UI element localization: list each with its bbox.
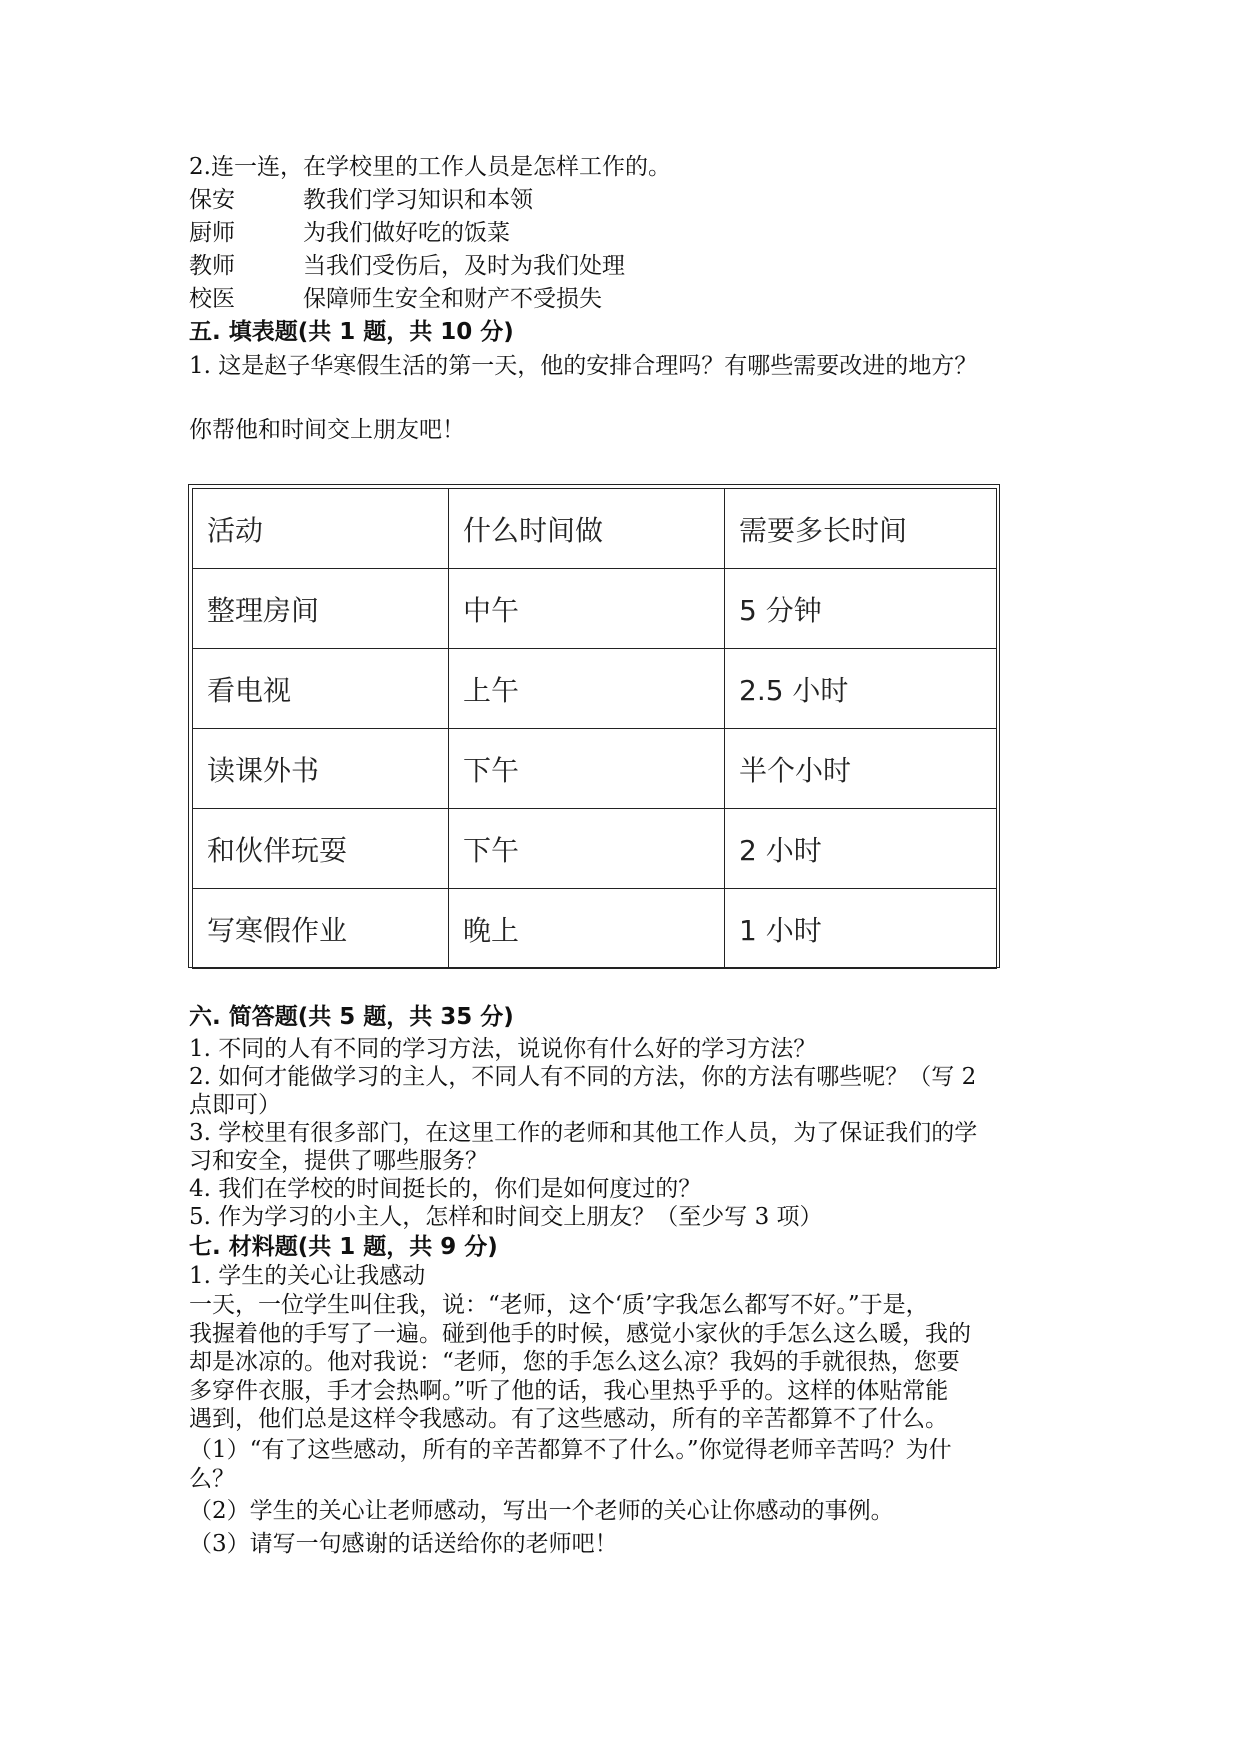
table-cell: 半个小时 (725, 729, 997, 809)
passage-line: 却是冰凉的。他对我说：“老师，您的手怎么这么凉？我妈的手就很热，您要 (189, 1349, 960, 1375)
table-cell: 5 分钟 (725, 569, 997, 649)
section-6-heading: 六. 简答题(共 5 题，共 35 分) (189, 1004, 514, 1030)
matching-left-item: 校医 (189, 286, 235, 312)
matching-left-item: 教师 (189, 253, 235, 279)
matching-right-item: 为我们做好吃的饭菜 (303, 220, 510, 246)
table-cell: 1 小时 (725, 889, 997, 969)
table-header-cell: 活动 (193, 489, 449, 569)
section-6-question-2: 2. 如何才能做学习的主人，不同人有不同的方法，你的方法有哪些呢？（写 2 (189, 1064, 977, 1090)
section-6-question-2-continued: 点即可） (189, 1092, 281, 1118)
question-2-prompt: 2.连一连，在学校里的工作人员是怎样工作的。 (189, 154, 671, 180)
section-5-heading: 五. 填表题(共 1 题，共 10 分) (189, 319, 514, 345)
sub-question-1: （1）“有了这些感动，所有的辛苦都算不了什么。”你觉得老师辛苦吗？为什 (189, 1437, 952, 1463)
table-row (193, 569, 997, 649)
section-6-question-5: 5. 作为学习的小主人，怎样和时间交上朋友？（至少写 3 项） (189, 1204, 823, 1230)
table-cell: 看电视 (193, 649, 449, 729)
material-passage (189, 1291, 1059, 1434)
table-row (193, 649, 997, 729)
matching-left-item: 厨师 (189, 220, 235, 246)
table-cell: 上午 (449, 649, 725, 729)
matching-right-item: 保障师生安全和财产不受损失 (303, 286, 602, 312)
passage-line: 我握着他的手写了一遍。碰到他手的时候，感觉小家伙的手怎么这么暖，我的 (189, 1320, 971, 1347)
section-6-question-1: 1. 不同的人有不同的学习方法，说说你有什么好的学习方法？ (189, 1036, 817, 1062)
passage-line: 多穿件衣服，手才会热啊。”听了他的话，我心里热乎乎的。这样的体贴常能 (189, 1377, 949, 1404)
table-cell: 整理房间 (193, 569, 449, 649)
sub-question-1-continued: 么？ (189, 1466, 235, 1492)
table-cell: 写寒假作业 (193, 889, 449, 969)
section-6-question-3: 3. 学校里有很多部门，在这里工作的老师和其他工作人员，为了保证我们的学 (189, 1120, 978, 1146)
matching-right-item: 当我们受伤后，及时为我们处理 (303, 253, 625, 279)
section-6-question-4: 4. 我们在学校的时间挺长的，你们是如何度过的？ (189, 1176, 702, 1202)
sub-question-3: （3）请写一句感谢的话送给你的老师吧！ (189, 1531, 618, 1557)
section-5-question-1: 1. 这是赵子华寒假生活的第一天，他的安排合理吗？有哪些需要改进的地方？ (189, 353, 978, 379)
table-cell: 下午 (449, 809, 725, 889)
schedule-table (192, 488, 997, 969)
table-header-row (193, 489, 997, 569)
table-header-cell: 需要多长时间 (725, 489, 997, 569)
matching-right-item: 教我们学习知识和本领 (303, 187, 533, 213)
schedule-table-frame (188, 484, 1000, 968)
table-cell: 读课外书 (193, 729, 449, 809)
table-cell: 2.5 小时 (725, 649, 997, 729)
section-6-question-3-continued: 习和安全，提供了哪些服务？ (189, 1148, 488, 1174)
table-header-cell: 什么时间做 (449, 489, 725, 569)
passage-line: 遇到，他们总是这样令我感动。有了这些感动，所有的辛苦都算不了什么。 (189, 1406, 948, 1432)
table-cell: 晚上 (449, 889, 725, 969)
table-row (193, 729, 997, 809)
table-row (193, 889, 997, 969)
table-cell: 2 小时 (725, 809, 997, 889)
passage-line: 一天，一位学生叫住我，说：“老师，这个‘质’字我怎么都写不好。”于是， (189, 1292, 929, 1318)
table-cell: 中午 (449, 569, 725, 649)
section-5-question-1-continued: 你帮他和时间交上朋友吧！ (189, 417, 465, 443)
sub-question-2: （2）学生的关心让老师感动，写出一个老师的关心让你感动的事例。 (189, 1498, 894, 1524)
matching-left-item: 保安 (189, 187, 235, 213)
table-cell: 下午 (449, 729, 725, 809)
section-7-heading: 七. 材料题(共 1 题，共 9 分) (189, 1234, 498, 1260)
table-row (193, 809, 997, 889)
section-7-question-1-title: 1. 学生的关心让我感动 (189, 1263, 426, 1289)
table-cell: 和伙伴玩耍 (193, 809, 449, 889)
